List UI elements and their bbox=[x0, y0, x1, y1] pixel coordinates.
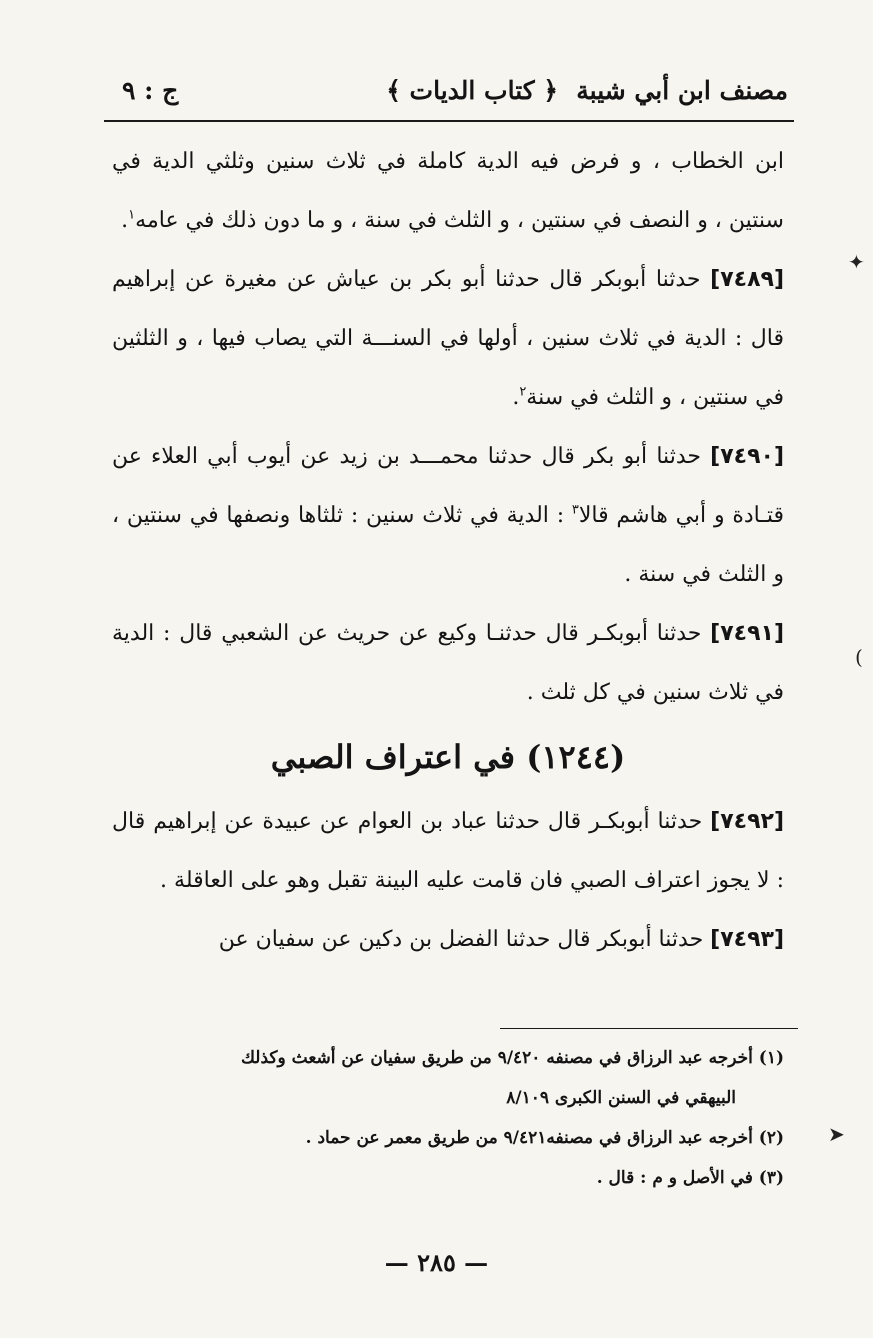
hadith-7492 bbox=[112, 792, 784, 910]
footnote-rule bbox=[500, 1028, 798, 1029]
footnote-2: (٢) أخرجه عبد الرزاق في مصنفه٩/٤٢١ من طريق معمر عن حماد . bbox=[305, 1128, 784, 1148]
paragraph-text: حدثنا أبوبكـر قال حدثنـا وكيع عن حريث عن الشعبي قال : الدية في ثلاث سنين في كل ثلث . bbox=[112, 621, 784, 705]
hadith-number: [٧٤٩٠] bbox=[710, 444, 784, 469]
chapter-heading: (١٢٤٤) في اعتراف الصبي bbox=[270, 738, 626, 776]
hadith-7491 bbox=[112, 604, 784, 722]
paragraph-continuation bbox=[112, 132, 784, 250]
section-title: ﴿ كتاب الديات ﴾ bbox=[386, 76, 558, 105]
paragraph-text: حدثنا أبو بكر قال حدثنا محمـــد بن زيد عن أيوب أبي العلاء عن قتـادة و أبي هاشم قالا bbox=[112, 444, 784, 528]
volume-label: ج : ٩ bbox=[122, 76, 179, 105]
header-rule bbox=[104, 120, 794, 122]
page-number: — ٢٨٥ — bbox=[384, 1248, 489, 1277]
hadith-7490 bbox=[112, 427, 784, 604]
hadith-number: [٧٤٩١] bbox=[710, 621, 784, 646]
footnote-1-continuation: البيهقي في السنن الكبرى ٨/١٠٩ bbox=[506, 1088, 736, 1108]
footnote-ref: ١ bbox=[128, 207, 136, 223]
main-text bbox=[112, 132, 784, 969]
footnote-ref: ٣ bbox=[571, 502, 579, 518]
book-title: مصنف ابن أبي شيبة bbox=[576, 76, 788, 105]
footnote-3: (٣) في الأصل و م : قال . bbox=[596, 1168, 784, 1188]
paragraph-text: حدثنا أبوبكـر قال حدثنا عباد بن العوام عن عبيدة عن إبراهيم قال : لا يجوز اعتراف الصبي فان قامت عليه البينة تقبل وهو على العاقلة . bbox=[112, 809, 784, 893]
paragraph-text: حدثنا أبوبكر قال حدثنا الفضل بن دكين عن سفيان عن bbox=[218, 927, 711, 952]
margin-mark-icon: ) bbox=[855, 645, 863, 669]
paragraph-tail: . bbox=[512, 385, 520, 410]
margin-mark-icon: ➤ bbox=[828, 1122, 845, 1146]
footnotes bbox=[112, 1038, 784, 1198]
paragraph-text: ابن الخطاب ، و فرض فيه الدية كاملة في ثلاث سنين وثلثي الدية في سنتين ، و النصف في سنتين ، و الثلث في سنة ، و ما دون ذلك في عامه bbox=[112, 149, 784, 233]
footnote-1: (١) أخرجه عبد الرزاق في مصنفه ٩/٤٢٠ من طريق سفيان عن أشعث وكذلك bbox=[240, 1048, 784, 1068]
margin-mark-icon: ✦ bbox=[848, 250, 865, 274]
hadith-7489 bbox=[112, 250, 784, 427]
paragraph-text: حدثنا أبوبكر قال حدثنا أبو بكر بن عياش عن مغيرة عن إبراهيم قال : الدية في ثلاث سنين ، أولها في السنـــة التي يصاب فيها ، و الثلثين في سنتين ، و الثلث في سنة bbox=[112, 267, 784, 410]
paragraph-tail: : الدية في ثلاث سنين : ثلثاها ونصفها في سنتين ، و الثلث في سنة . bbox=[112, 503, 784, 587]
paragraph-tail: . bbox=[121, 208, 129, 233]
hadith-7493 bbox=[112, 910, 784, 969]
hadith-number: [٧٤٨٩] bbox=[710, 267, 784, 292]
hadith-number: [٧٤٩٣] bbox=[710, 927, 784, 952]
footnote-ref: ٢ bbox=[519, 384, 527, 400]
hadith-number: [٧٤٩٢] bbox=[710, 809, 784, 834]
page-header bbox=[108, 70, 788, 116]
